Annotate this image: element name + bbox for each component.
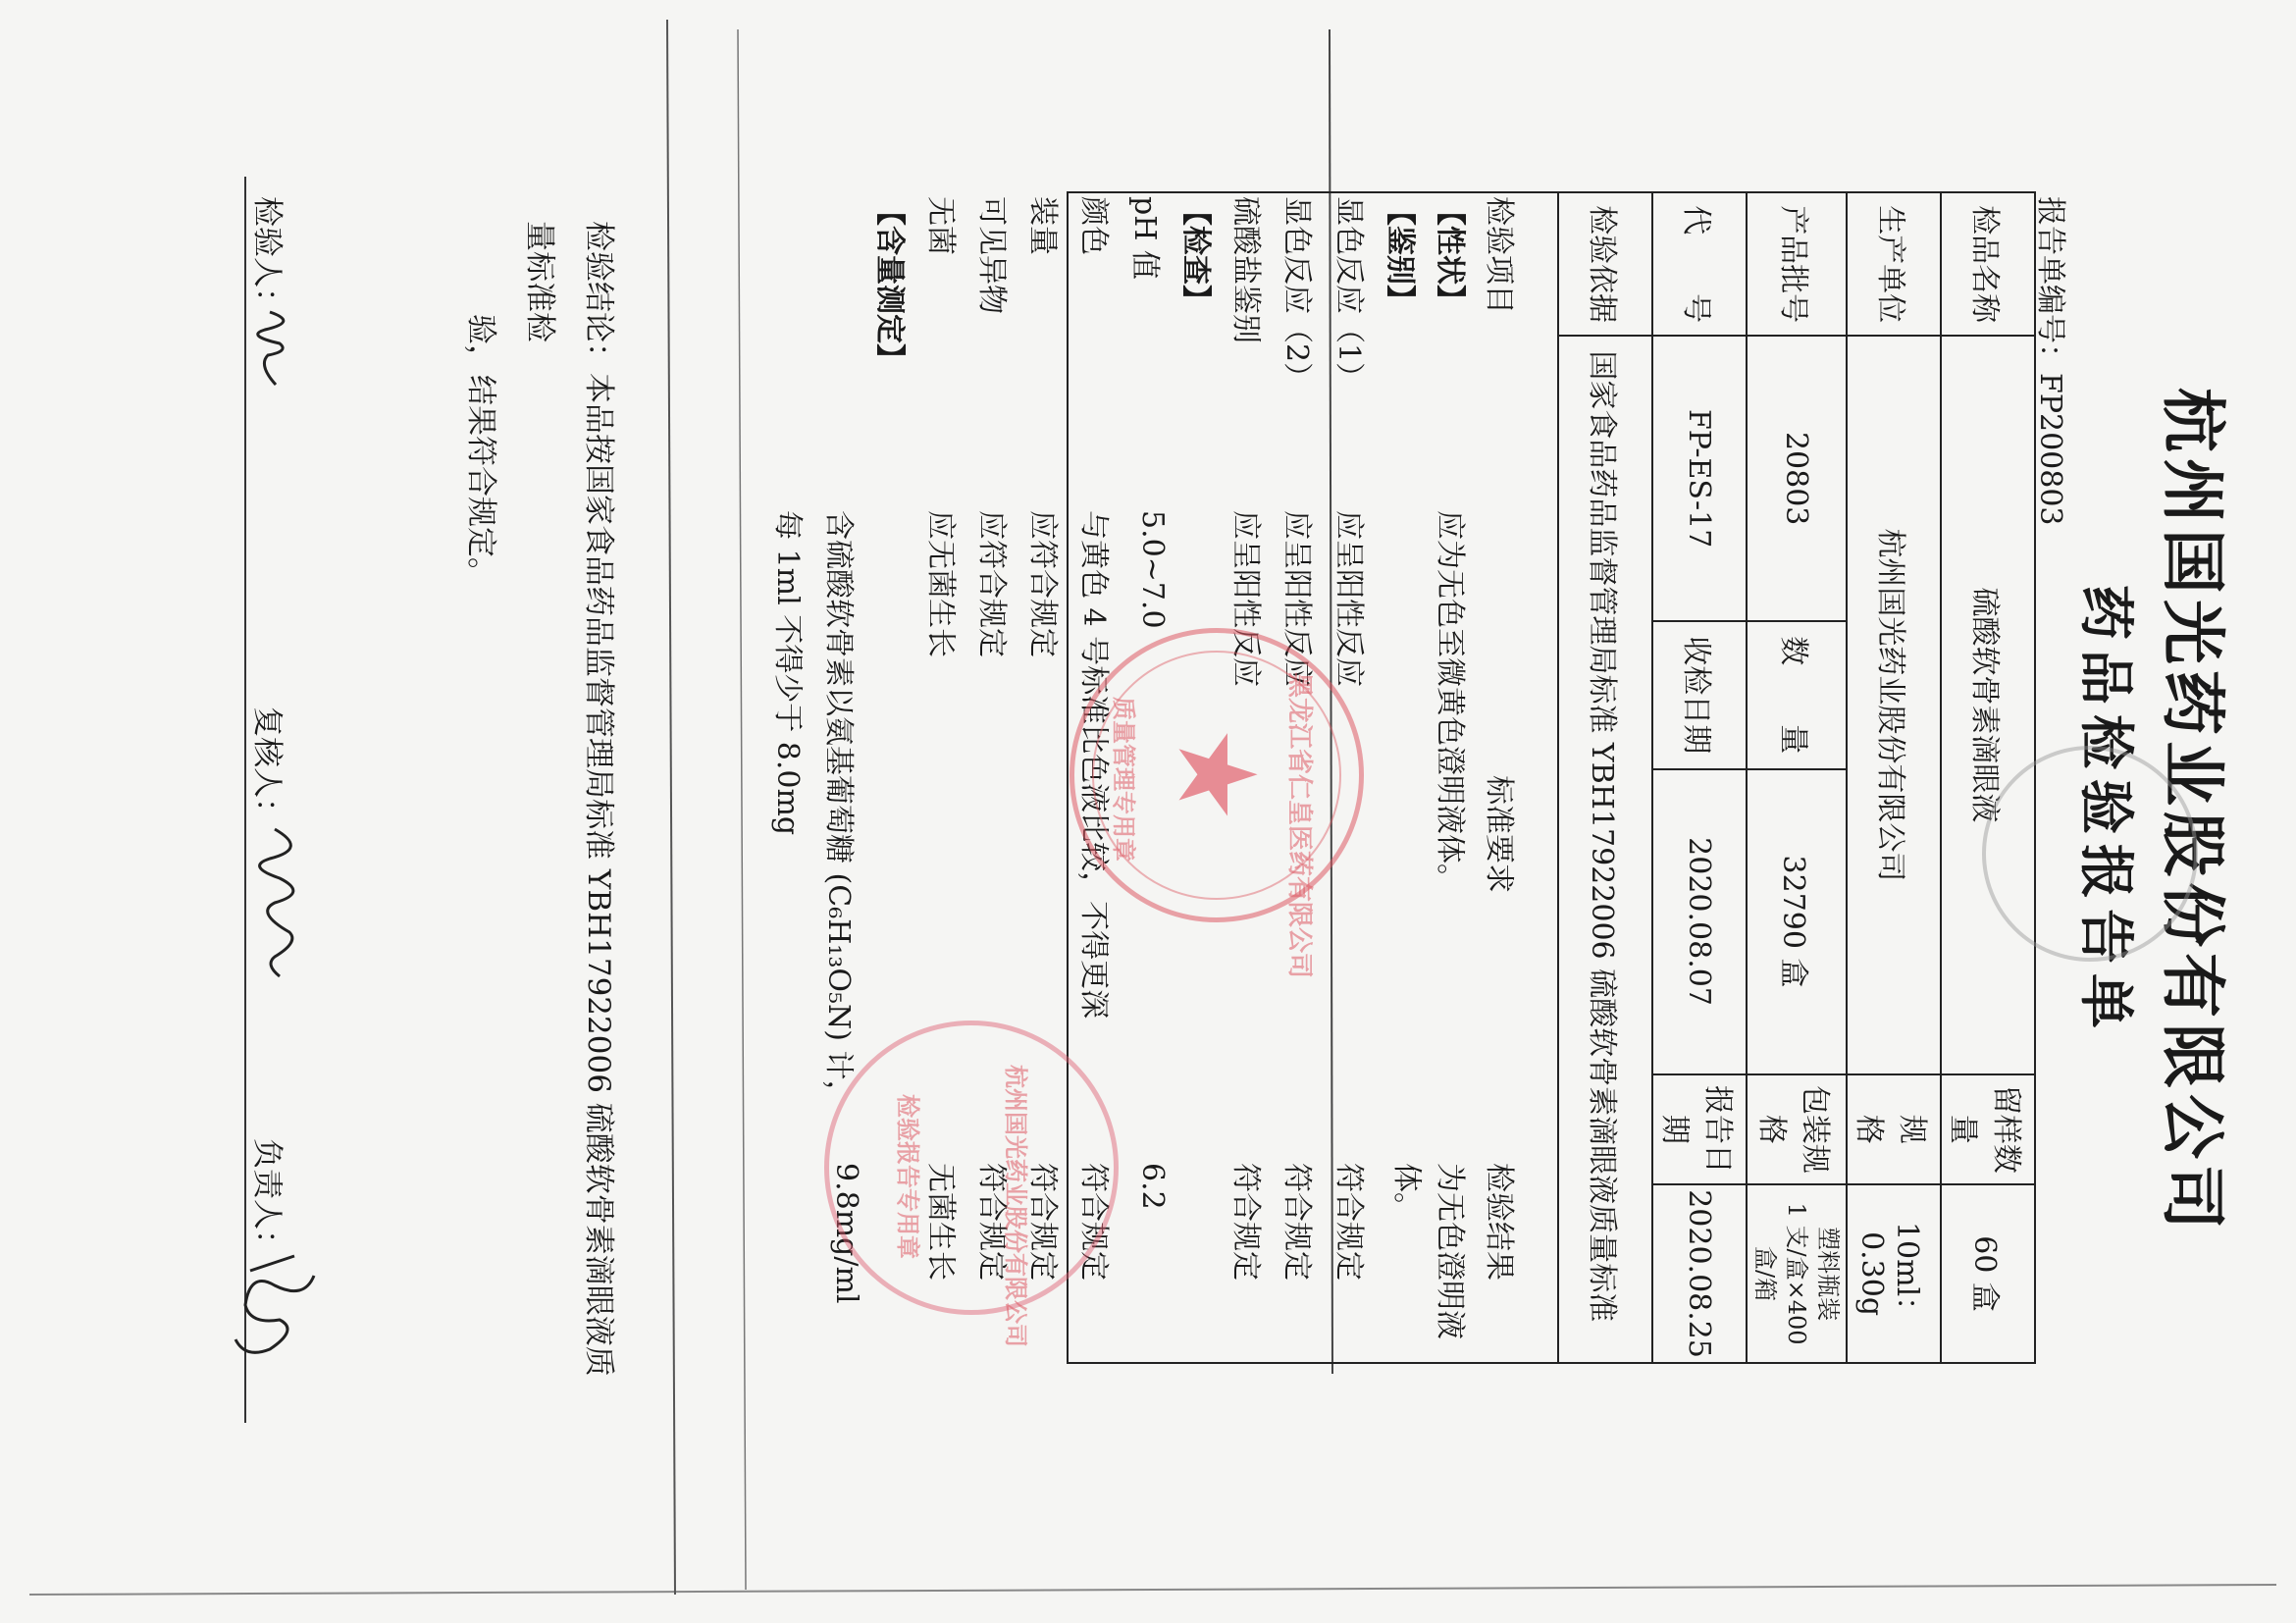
- value-basis: 国家食品药品监督管理局标准 YBH17922006 硫酸软骨素滴眼液质量标准: [1558, 336, 1652, 1363]
- label-batch: 产品批号: [1747, 192, 1847, 336]
- res-appearance: 为无色澄明液体。: [1389, 1163, 1467, 1339]
- item-color: 颜色: [1076, 196, 1111, 255]
- signature-strokes: [157, 0, 353, 1623]
- label-received: 收检日期: [1652, 621, 1747, 769]
- label-quantity: 数 量: [1747, 621, 1847, 769]
- manager-label: 负责人：: [249, 1138, 285, 1260]
- item-sterility: 无菌: [923, 196, 958, 255]
- label-code: 代 号: [1652, 192, 1747, 336]
- item-fill: 装量: [1025, 196, 1060, 255]
- section-assay: 【含量测定】: [872, 196, 907, 373]
- res-fill: 符合规定: [1025, 1163, 1060, 1281]
- value-report-date: 2020.08.25: [1652, 1184, 1747, 1363]
- header-standard: 标准要求: [1482, 775, 1516, 893]
- std-appearance: 应为无色至微黄色澄明液体。: [1433, 510, 1467, 893]
- company-seal-text: 杭州国光药业股份有限公司: [1002, 1065, 1030, 1347]
- label-sample-qty: 留样数量: [1941, 1074, 2035, 1185]
- label-product-name: 检品名称: [1941, 192, 2035, 336]
- std-sterility: 应无菌生长: [923, 510, 958, 657]
- manager-signature-icon: [235, 1256, 314, 1352]
- std-ph: 5.0~7.0: [1135, 510, 1170, 629]
- conclusion-line-1: 本品按国家食品药品监督管理局标准 YBH17922006 硫酸软骨素滴眼液质量标准检: [522, 221, 616, 1377]
- item-ph: pH 值: [1127, 196, 1162, 280]
- value-spec: 10ml：0.30g: [1847, 1184, 1941, 1363]
- item-color-rxn2: 显色反应（2）: [1279, 196, 1314, 393]
- std-fill: 应符合规定: [1025, 510, 1060, 657]
- star-icon: ★: [1154, 726, 1279, 823]
- label-basis: 检验依据: [1558, 192, 1652, 336]
- section-appearance: 【性状】: [1433, 196, 1467, 314]
- std-color-rxn2: 应呈阳性反应: [1279, 510, 1314, 687]
- package-line-2: 1 支/盒×400 盒/箱: [1751, 1202, 1810, 1345]
- value-received: 2020.08.07: [1652, 769, 1747, 1074]
- company-seal-sub: 检验报告专用章: [894, 1094, 922, 1259]
- res-sulfate: 符合规定: [1228, 1163, 1263, 1281]
- section-identification: 【鉴别】: [1383, 196, 1417, 314]
- company-seal-stamp: [824, 1021, 1119, 1347]
- std-particles: 应符合规定: [974, 510, 1009, 657]
- report-title: 药品检验报告单: [2073, 585, 2138, 1038]
- conclusion-line-2: 验，结果符合规定。: [463, 314, 498, 588]
- std-assay-line1: 含硫酸软骨素以氨基葡萄糖 (C₆H₁₃O₅N) 计，: [821, 510, 856, 1110]
- value-code: FP-ES-17: [1652, 336, 1747, 621]
- inspector-label: 检验人：: [249, 196, 285, 318]
- label-report-date: 报告日期: [1652, 1074, 1747, 1185]
- res-ph: 6.2: [1135, 1163, 1170, 1210]
- res-color: 符合规定: [1076, 1163, 1111, 1281]
- value-product-name: 硫酸软骨素滴眼液: [1941, 336, 2035, 1073]
- value-sample-qty: 60 盒: [1941, 1184, 2035, 1363]
- std-assay-line2: 每 1ml 不得少于 8.0mg: [770, 510, 805, 836]
- item-particles: 可见异物: [974, 196, 1009, 314]
- item-sulfate: 硫酸盐鉴别: [1228, 196, 1263, 343]
- res-particles: 符合规定: [974, 1163, 1009, 1281]
- label-spec: 规 格: [1847, 1074, 1941, 1185]
- item-color-rxn1: 显色反应（1）: [1331, 196, 1366, 393]
- res-assay: 9.8mg/ml: [829, 1163, 863, 1304]
- value-package: [1747, 1184, 1847, 1363]
- res-color-rxn2: 符合规定: [1279, 1163, 1314, 1281]
- red-stamp-text: 黑龙江省仁皇医药有限公司: [1284, 672, 1314, 979]
- package-line-1: 塑料瓶装: [1814, 1227, 1842, 1322]
- red-round-stamp: [1070, 628, 1364, 979]
- res-sterility: 无菌生长: [923, 1163, 958, 1281]
- std-sulfate: 应呈阳性反应: [1228, 510, 1263, 687]
- grey-stamp-icon: [1982, 746, 2198, 962]
- value-quantity: 32790 盒: [1747, 769, 1847, 1074]
- conclusion: [451, 221, 628, 1379]
- res-color-rxn1: 符合规定: [1331, 1163, 1366, 1281]
- value-manufacturer: 杭州国光药业股份有限公司: [1847, 336, 1941, 1073]
- label-manufacturer: 生产单位: [1847, 192, 1941, 336]
- reviewer-signature-icon: [260, 829, 293, 976]
- header-item: 检验项目: [1482, 196, 1516, 314]
- std-color-rxn1: 应呈阳性反应: [1331, 510, 1366, 687]
- section-tests: 【检查】: [1178, 196, 1213, 314]
- label-package: 包装规格: [1747, 1074, 1847, 1185]
- red-stamp-sub: 质量管理专用章: [1110, 697, 1138, 862]
- value-batch: 20803: [1747, 336, 1847, 621]
- company-name: 杭州国光药业股份有限公司: [2155, 388, 2231, 1235]
- conclusion-label: 检验结论：: [581, 221, 616, 373]
- inspector-signature-icon: [258, 312, 284, 385]
- reviewer-label: 复核人：: [249, 707, 285, 828]
- std-color: 与黄色 4 号标准比色液比较，不得更深: [1076, 510, 1111, 1020]
- header-result: 检验结果: [1482, 1163, 1516, 1281]
- report-number: 报告单编号：FP200803: [2033, 196, 2067, 526]
